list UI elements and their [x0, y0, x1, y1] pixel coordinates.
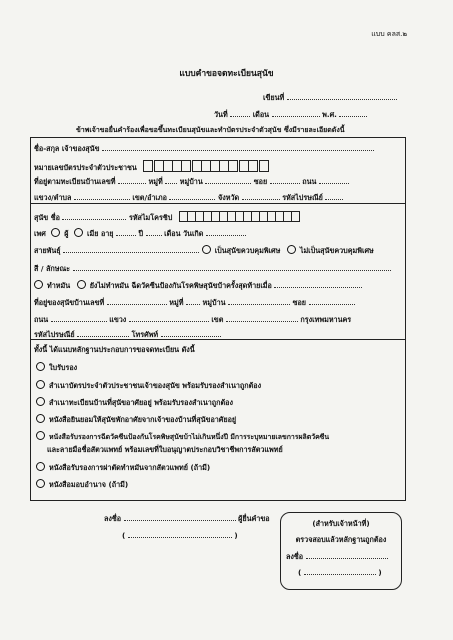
not-controlled-label: ไม่เป็นสุนัขควบคุมพิเศษ — [299, 246, 374, 255]
attachment-checkbox[interactable] — [36, 380, 45, 389]
not-controlled-radio[interactable] — [287, 245, 296, 254]
attachment-checkbox[interactable] — [36, 462, 45, 471]
kept-village-label: หมู่บ้าน — [202, 298, 226, 307]
owner-address-label: ที่อยู่ตามทะเบียนบ้านเลขที่ — [34, 177, 116, 186]
staff-checked: ตรวจสอบแล้วหลักฐานถูกต้อง — [295, 535, 387, 544]
close-paren: ) — [234, 531, 238, 540]
year-label: พ.ศ. — [322, 110, 337, 119]
attachment-item — [36, 362, 77, 372]
owner-subdistrict-field[interactable] — [74, 192, 130, 200]
dog-name-label: สุนัข ชื่อ — [34, 213, 60, 222]
rabies-label: ฉีดวัคซีนป้องกันโรคพิษสุนัขบ้าครั้งสุดท้ายเมื่อ — [131, 281, 272, 290]
sterilize-row — [34, 280, 362, 290]
month-field[interactable] — [272, 109, 320, 117]
month-unit-label: เดือน — [164, 229, 181, 238]
attachment-checkbox[interactable] — [36, 397, 45, 406]
kept-road-field[interactable] — [51, 314, 107, 322]
applicant-label: ผู้ยื่นคำขอ — [238, 514, 270, 523]
applicant-sign-label: ลงชื่อ — [104, 514, 122, 523]
owner-district-label: เขต/อำเภอ — [132, 193, 167, 202]
age-months-field[interactable] — [146, 228, 162, 236]
day-field[interactable] — [230, 109, 250, 117]
owner-name-field[interactable] — [102, 143, 374, 151]
microchip-label: รหัสไมโครชิป — [128, 213, 173, 222]
applicant-signature-field[interactable] — [124, 513, 236, 521]
phone-field[interactable] — [161, 329, 221, 337]
attachment-label: หนังสือมอบอำนาจ (ถ้ามี) — [49, 480, 129, 489]
owner-district-row — [34, 192, 343, 202]
close-paren: ) — [378, 568, 382, 577]
open-paren: ( — [122, 531, 126, 540]
written-at-field[interactable] — [287, 92, 397, 100]
birth-label: วันเกิด — [183, 229, 204, 238]
written-at-row — [263, 92, 397, 102]
attachment-label: หนังสือรับรองการผ่าตัดทำหมันจากสัตวแพทย์ (ถ้ามี) — [49, 463, 211, 472]
kept-postcode-label: รหัสไปรษณีย์ — [34, 330, 75, 339]
section-divider-2 — [30, 339, 406, 340]
date-row — [214, 109, 367, 119]
owner-id-row — [34, 160, 268, 174]
year-field[interactable] — [339, 109, 367, 117]
attachment-item — [36, 462, 210, 472]
breed-label: สายพันธุ์ — [34, 246, 61, 255]
bangkok-label: กรุงเทพมหานคร — [300, 315, 352, 324]
owner-road-field[interactable] — [319, 176, 349, 184]
kept-road-label: ถนน — [34, 315, 49, 324]
kept-house-no-field[interactable] — [107, 297, 167, 305]
attachment-label: ใบรับรอง — [49, 363, 78, 372]
phone-label: โทรศัพท์ — [131, 330, 159, 339]
kept-soi-field[interactable] — [309, 297, 355, 305]
color-row — [34, 263, 391, 273]
year-unit-label: ปี — [138, 229, 144, 238]
breed-field[interactable] — [63, 245, 199, 253]
applicant-name-row — [122, 530, 238, 540]
owner-address-row — [34, 176, 349, 186]
postcode-phone-row — [34, 329, 221, 339]
staff-name-row — [298, 567, 382, 577]
owner-soi-label: ซอย — [253, 177, 268, 186]
section-divider-1 — [30, 203, 406, 204]
attachment-checkbox[interactable] — [36, 479, 45, 488]
attachment-checkbox[interactable] — [36, 362, 45, 371]
sterilized-label: ทำหมัน — [47, 281, 71, 290]
attachment-label: สำเนาบัตรประจำตัวประชาชนเจ้าของสุนัข พร้อมรับรองสำเนาถูกต้อง — [49, 381, 262, 390]
attachment-checkbox[interactable] — [36, 414, 45, 423]
age-years-field[interactable] — [116, 228, 136, 236]
attachment-item — [36, 397, 233, 407]
color-field[interactable] — [73, 263, 391, 271]
male-radio[interactable] — [51, 228, 60, 237]
staff-name-field[interactable] — [304, 567, 376, 575]
owner-village-label: หมู่บ้าน — [179, 177, 203, 186]
attachment-item — [36, 414, 236, 424]
attachment-label: สำเนาทะเบียนบ้านที่สุนัขอาศัยอยู่ พร้อมรับรองสำเนาถูกต้อง — [49, 398, 233, 407]
dog-sex-row — [34, 228, 246, 238]
not-sterilized-label: ยังไม่ทำหมัน — [89, 281, 129, 290]
attachment-item — [36, 479, 128, 489]
kept-khwaeng-field[interactable] — [129, 314, 209, 322]
kept-khwaeng-label: แขวง — [109, 315, 127, 324]
color-label: สี / ลักษณะ — [34, 264, 71, 273]
birth-field[interactable] — [206, 228, 246, 236]
written-at-label: เขียนที่ — [263, 93, 285, 102]
kept-district-row — [34, 314, 351, 324]
kept-moo-label: หมู่ที่ — [169, 298, 184, 307]
owner-village-field[interactable] — [205, 176, 251, 184]
owner-district-field[interactable] — [169, 192, 215, 200]
owner-road-label: ถนน — [302, 177, 317, 186]
attachments-heading: ทั้งนี้ ได้แนบหลักฐานประกอบการขอจดทะเบียน ดังนี้ — [34, 345, 195, 354]
month-label: เดือน — [252, 110, 270, 119]
kept-moo-field[interactable] — [186, 297, 200, 305]
age-label: อายุ — [100, 229, 114, 238]
owner-house-no-field[interactable] — [118, 176, 146, 184]
kept-khet-label: เขต — [211, 315, 224, 324]
owner-postcode-field[interactable] — [325, 192, 343, 200]
attachment-label: หนังสือรับรองการฉีดวัคซีนป้องกันโรคพิษสุนัขบ้าไม่เกินหนึ่งปี มีการระบุหมายเลขการผลิตวัคซีน — [49, 433, 330, 441]
applicant-name-field[interactable] — [128, 530, 232, 538]
sterilized-radio[interactable] — [34, 280, 43, 289]
dog-sex-label: เพศ — [34, 229, 46, 238]
microchip-boxes[interactable] — [179, 211, 299, 224]
controlled-label: เป็นสุนัขควบคุมพิเศษ — [214, 246, 281, 255]
controlled-radio[interactable] — [202, 245, 211, 254]
owner-soi-field[interactable] — [270, 176, 300, 184]
owner-moo-label: หมู่ที่ — [148, 177, 163, 186]
staff-signature-row — [286, 551, 388, 561]
attachment-item-continued: และลายมือชื่อสัตวแพทย์ พร้อมเลขที่ใบอนุญาตประกอบวิชาชีพการสัตวแพทย์ — [47, 445, 283, 454]
owner-moo-field[interactable] — [165, 176, 177, 184]
not-sterilized-radio[interactable] — [77, 280, 86, 289]
kept-address-label: ที่อยู่ของสุนัขบ้านเลขที่ — [34, 298, 105, 307]
date-label: วันที่ — [214, 110, 228, 119]
attachment-label: หนังสือยินยอมให้สุนัขพักอาศัยจากเจ้าของบ้านที่สุนัขอาศัยอยู่ — [49, 415, 237, 424]
owner-name-label: ชื่อ-สกุล เจ้าของสุนัข — [34, 144, 100, 153]
kept-postcode-field[interactable] — [77, 329, 129, 337]
staff-sign-label: ลงชื่อ — [286, 552, 304, 561]
id-number-boxes[interactable] — [143, 160, 268, 174]
kept-village-field[interactable] — [228, 297, 290, 305]
form-number: แบบ คลส.๒ — [371, 30, 407, 38]
female-label: เมีย — [87, 229, 99, 238]
owner-name-row — [34, 143, 374, 153]
kept-khet-field[interactable] — [226, 314, 298, 322]
rabies-date-field[interactable] — [274, 280, 362, 288]
owner-postcode-label: รหัสไปรษณีย์ — [282, 193, 323, 202]
applicant-signature-row — [104, 513, 270, 523]
owner-province-label: จังหวัด — [217, 193, 240, 202]
staff-signature-field[interactable] — [306, 551, 388, 559]
kept-address-row — [34, 297, 355, 307]
attachment-item — [36, 380, 261, 390]
dog-name-field[interactable] — [62, 212, 126, 220]
attachment-checkbox[interactable] — [36, 431, 45, 440]
male-label: ผู้ — [64, 229, 69, 238]
breed-row — [34, 245, 374, 255]
intro-text: ข้าพเจ้าขอยื่นคำร้องเพื่อขอขึ้นทะเบียนสุนัขและทำบัตรประจำตัวสุนัข ซึ่งมีรายละเอียดดังนี้ — [76, 126, 345, 134]
owner-province-field[interactable] — [242, 192, 280, 200]
owner-subdistrict-label: แขวง/ตำบล — [34, 193, 72, 202]
page-title: แบบคำขอจดทะเบียนสุนัข — [179, 69, 274, 79]
owner-id-label: หมายเลขบัตรประจำตัวประชาชน — [34, 163, 137, 172]
kept-soi-label: ซอย — [292, 298, 306, 307]
female-radio[interactable] — [74, 228, 83, 237]
attachment-item — [36, 431, 329, 442]
dog-name-row — [34, 211, 299, 224]
staff-title: (สำหรับเจ้าหน้าที่) — [312, 519, 370, 528]
open-paren: ( — [298, 568, 302, 577]
